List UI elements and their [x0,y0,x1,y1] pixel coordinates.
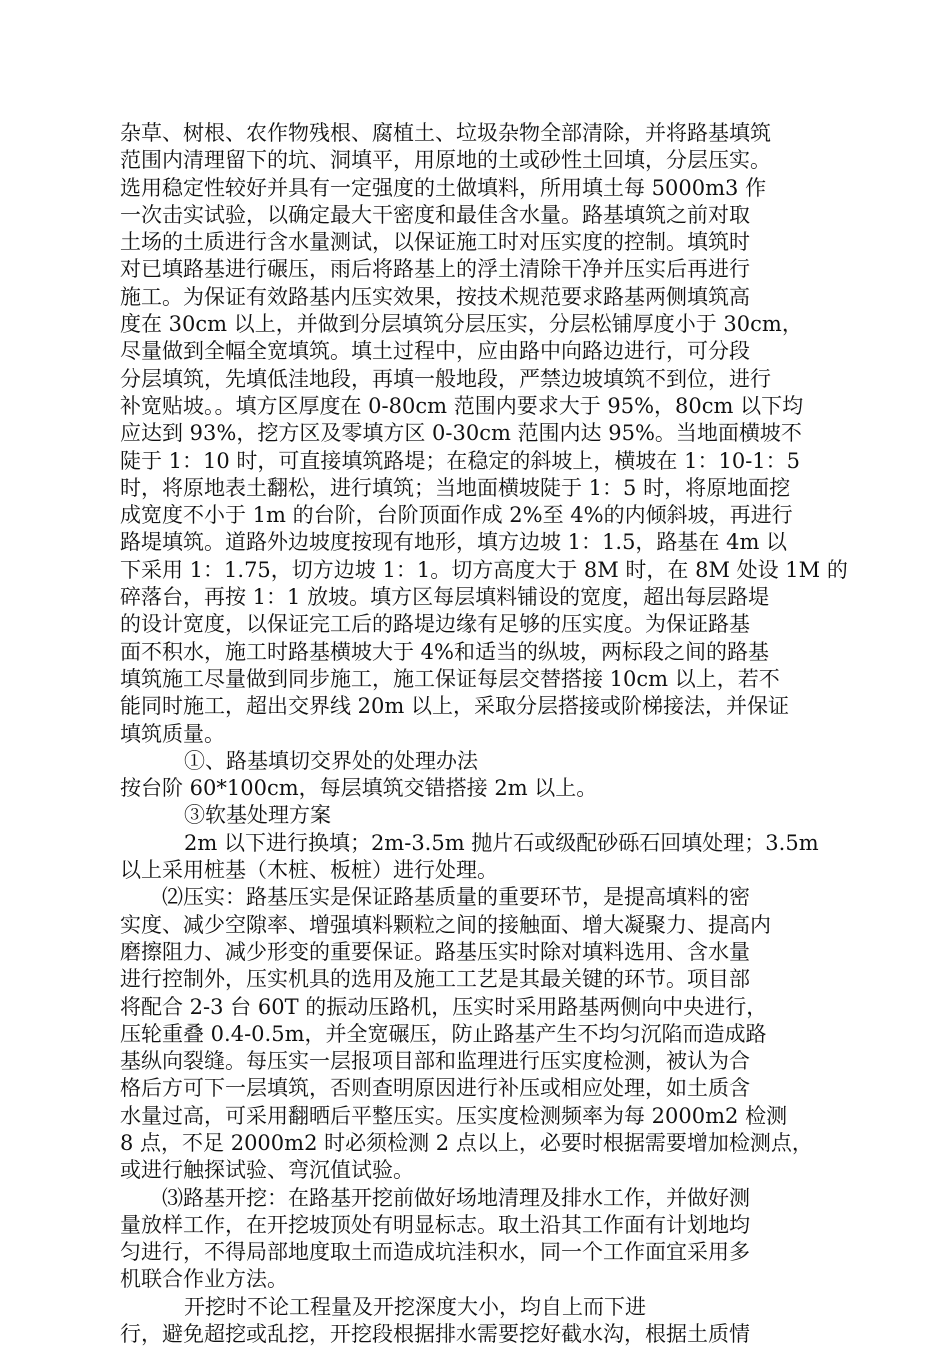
text-line: 匀进行，不得局部地度取土而造成坑洼积水，同一个工作面宜采用多 [120,1240,750,1265]
text-line: 成宽度不小于 1m 的台阶，台阶顶面作成 2%至 4%的内倾斜坡，再进行 [120,503,793,528]
text-line: 时，将原地表土翻松，进行填筑；当地面横坡陡于 1：5 时，将原地面挖 [120,475,791,500]
text-line: 分层填筑，先填低洼地段，再填一般地段，严禁边坡填筑不到位，进行 [120,366,771,391]
document-page [120,120,848,1348]
text-line: 应达到 93%，挖方区及零填方区 0-30cm 范围内达 95%。当地面横坡不 [120,421,802,446]
text-line: 碎落台，再按 1：1 放坡。填方区每层填料铺设的宽度，超出每层路堤 [120,585,770,610]
text-line: 一次击实试验，以确定最大干密度和最佳含水量。路基填筑之前对取 [120,202,750,227]
text-line: 施工。为保证有效路基内压实效果，按技术规范要求路基两侧填筑高 [120,284,750,309]
text-line: ⑶路基开挖：在路基开挖前做好场地清理及排水工作，并做好测 [162,1185,750,1210]
text-line: 面不积水，施工时路基横坡大于 4%和适当的纵坡，两标段之间的路基 [120,639,769,664]
text-line: 水量过高，可采用翻晒后平整压实。压实度检测频率为每 2000m2 检测 [120,1103,788,1128]
text-line: 杂草、树根、农作物残根、腐植土、垃圾杂物全部清除，并将路基填筑 [120,121,771,145]
text-line: 机联合作业方法。 [120,1267,288,1292]
text-line: 陡于 1：10 时，可直接填筑路堤；在稳定的斜坡上，横坡在 1：10-1：5 [120,448,801,473]
text-line: 土场的土质进行含水量测试，以保证施工时对压实度的控制。填筑时 [120,230,750,255]
text-line: 8 点，不足 2000m2 时必须检测 2 点以上，必要时根据需要增加检测点， [120,1130,813,1155]
text-line: 选用稳定性较好并具有一定强度的土做填料，所用填土每 5000m3 作 [120,175,767,200]
text-line: 度在 30cm 以上，并做到分层填筑分层压实，分层松铺厚度小于 30cm， [120,312,803,337]
text-line: 格后方可下一层填筑，否则查明原因进行补压或相应处理，如土质含 [120,1076,750,1101]
text-line: 尽量做到全幅全宽填筑。填土过程中，应由路中向路边进行，可分段 [120,339,750,364]
text-line: 磨擦阻力、减少形变的重要保证。路基压实时除对填料选用、含水量 [120,939,750,964]
text-line: 或进行触探试验、弯沉值试验。 [120,1158,414,1183]
text-line: 能同时施工，超出交界线 20m 以上，采取分层搭接或阶梯接法，并保证 [120,694,789,719]
text-line: 压轮重叠 0.4-0.5m，并全宽碾压，防止路基产生不均匀沉陷而造成路 [120,1021,767,1046]
text-line: 按台阶 60*100cm，每层填筑交错搭接 2m 以上。 [120,776,598,801]
text-line: 量放样工作，在开挖坡顶处有明显标志。取土沿其工作面有计划地均 [120,1212,750,1237]
text-line: 的设计宽度，以保证完工后的路堤边缘有足够的压实度。为保证路基 [120,612,750,637]
text-line: 行，避免超挖或乱挖，开挖段根据排水需要挖好截水沟，根据土质情 [120,1322,750,1347]
text-line: 进行控制外，压实机具的选用及施工工艺是其最关键的环节。项目部 [120,967,750,992]
text-line: 补宽贴坡。。填方区厚度在 0-80cm 范围内要求大于 95%，80cm 以下均 [120,393,804,418]
text-line: 范围内清理留下的坑、洞填平，用原地的土或砂性土回填，分层压实。 [120,148,771,173]
text-line: 填筑施工尽量做到同步施工，施工保证每层交替搭接 10cm 以上，若不 [120,666,780,691]
text-line: 实度、减少空隙率、增强填料颗粒之间的接触面、增大凝聚力、提高内 [120,912,771,937]
text-line: 下采用 1：1.75，切方边坡 1：1。切方高度大于 8M 时，在 8M 处设 1M 的 [120,557,848,582]
text-line: 填筑质量。 [120,721,225,746]
section-heading: ③软基处理方案 [184,803,331,828]
text-line: ⑵压实：路基压实是保证路基质量的重要环节，是提高填料的密 [162,885,750,910]
section-heading: ①、路基填切交界处的处理办法 [184,748,478,773]
text-line: 基纵向裂缝。每压实一层报项目部和监理进行压实度检测，被认为合 [120,1049,750,1074]
text-line: 路堤填筑。道路外边坡度按现有地形，填方边坡 1：1.5，路基在 4m 以 [120,530,788,555]
text-line: 开挖时不论工程量及开挖深度大小，均自上而下进 [184,1294,646,1319]
text-line: 对已填路基进行碾压，雨后将路基上的浮土清除干净并压实后再进行 [120,257,750,282]
text-line: 2m 以下进行换填；2m-3.5m 抛片石或级配砂砾石回填处理；3.5m [184,830,819,855]
text-line: 将配合 2-3 台 60T 的振动压路机，压实时采用路基两侧向中央进行， [120,994,768,1019]
text-line: 以上采用桩基（木桩、板桩）进行处理。 [120,858,498,883]
